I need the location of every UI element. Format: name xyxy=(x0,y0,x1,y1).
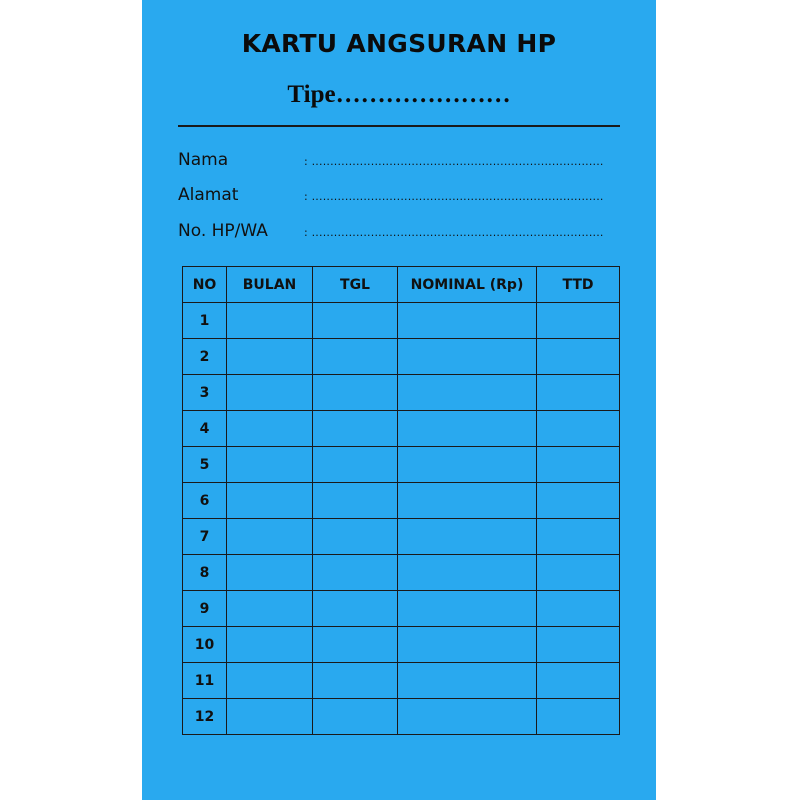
nominal-cell[interactable] xyxy=(398,303,537,339)
table-row xyxy=(183,411,620,447)
tgl-cell[interactable] xyxy=(313,339,398,375)
field-phone-blank: : ............................................................................... xyxy=(304,226,604,239)
bulan-cell[interactable] xyxy=(227,519,313,555)
installment-table xyxy=(182,266,620,735)
bulan-cell[interactable] xyxy=(227,375,313,411)
installment-card xyxy=(142,0,656,800)
header-ttd: TTD xyxy=(537,267,620,303)
tgl-cell[interactable] xyxy=(313,627,398,663)
nominal-cell[interactable] xyxy=(398,483,537,519)
row-number: 3 xyxy=(183,375,227,411)
tgl-cell[interactable] xyxy=(313,519,398,555)
table-row xyxy=(183,627,620,663)
table-row xyxy=(183,303,620,339)
row-number: 8 xyxy=(183,555,227,591)
tgl-cell[interactable] xyxy=(313,483,398,519)
ttd-cell[interactable] xyxy=(537,447,620,483)
nominal-cell[interactable] xyxy=(398,663,537,699)
ttd-cell[interactable] xyxy=(537,699,620,735)
nominal-cell[interactable] xyxy=(398,699,537,735)
table-row xyxy=(183,375,620,411)
row-number: 1 xyxy=(183,303,227,339)
header-nominal: NOMINAL (Rp) xyxy=(398,267,537,303)
ttd-cell[interactable] xyxy=(537,663,620,699)
nominal-cell[interactable] xyxy=(398,411,537,447)
tgl-cell[interactable] xyxy=(313,663,398,699)
row-number: 5 xyxy=(183,447,227,483)
bulan-cell[interactable] xyxy=(227,699,313,735)
header-no: NO xyxy=(183,267,227,303)
nominal-cell[interactable] xyxy=(398,447,537,483)
table-header-row xyxy=(183,267,620,303)
table-row xyxy=(183,519,620,555)
row-number: 4 xyxy=(183,411,227,447)
field-phone xyxy=(178,220,623,244)
nominal-cell[interactable] xyxy=(398,627,537,663)
bulan-cell[interactable] xyxy=(227,411,313,447)
nominal-cell[interactable] xyxy=(398,519,537,555)
field-nama-label: Nama xyxy=(178,150,229,170)
field-nama xyxy=(178,149,623,173)
row-number: 10 xyxy=(183,627,227,663)
tgl-cell[interactable] xyxy=(313,447,398,483)
table-row xyxy=(183,339,620,375)
ttd-cell[interactable] xyxy=(537,411,620,447)
tgl-cell[interactable] xyxy=(313,591,398,627)
ttd-cell[interactable] xyxy=(537,519,620,555)
ttd-cell[interactable] xyxy=(537,483,620,519)
ttd-cell[interactable] xyxy=(537,375,620,411)
card-title: KARTU ANGSURAN HP xyxy=(241,29,557,58)
tipe-line: Tipe………………… xyxy=(287,81,511,108)
divider-line xyxy=(178,125,620,127)
bulan-cell[interactable] xyxy=(227,447,313,483)
header-tgl: TGL xyxy=(313,267,398,303)
ttd-cell[interactable] xyxy=(537,303,620,339)
bulan-cell[interactable] xyxy=(227,303,313,339)
row-number: 9 xyxy=(183,591,227,627)
tgl-cell[interactable] xyxy=(313,555,398,591)
nominal-cell[interactable] xyxy=(398,591,537,627)
table-row xyxy=(183,447,620,483)
bulan-cell[interactable] xyxy=(227,555,313,591)
header-bulan: BULAN xyxy=(227,267,313,303)
tgl-cell[interactable] xyxy=(313,411,398,447)
field-alamat-label: Alamat xyxy=(178,185,239,205)
field-phone-label: No. HP/WA xyxy=(178,221,268,241)
nominal-cell[interactable] xyxy=(398,375,537,411)
field-alamat-blank: : ............................................................................... xyxy=(304,190,604,203)
bulan-cell[interactable] xyxy=(227,339,313,375)
row-number: 12 xyxy=(183,699,227,735)
bulan-cell[interactable] xyxy=(227,627,313,663)
row-number: 6 xyxy=(183,483,227,519)
row-number: 2 xyxy=(183,339,227,375)
nominal-cell[interactable] xyxy=(398,339,537,375)
tgl-cell[interactable] xyxy=(313,375,398,411)
field-alamat xyxy=(178,184,623,208)
bulan-cell[interactable] xyxy=(227,483,313,519)
table-row xyxy=(183,699,620,735)
table-row xyxy=(183,483,620,519)
tgl-cell[interactable] xyxy=(313,699,398,735)
table-row xyxy=(183,663,620,699)
ttd-cell[interactable] xyxy=(537,591,620,627)
tgl-cell[interactable] xyxy=(313,303,398,339)
ttd-cell[interactable] xyxy=(537,339,620,375)
table-row xyxy=(183,555,620,591)
row-number: 7 xyxy=(183,519,227,555)
bulan-cell[interactable] xyxy=(227,663,313,699)
field-nama-blank: : ............................................................................... xyxy=(304,155,604,168)
ttd-cell[interactable] xyxy=(537,555,620,591)
ttd-cell[interactable] xyxy=(537,627,620,663)
table-row xyxy=(183,591,620,627)
bulan-cell[interactable] xyxy=(227,591,313,627)
row-number: 11 xyxy=(183,663,227,699)
nominal-cell[interactable] xyxy=(398,555,537,591)
